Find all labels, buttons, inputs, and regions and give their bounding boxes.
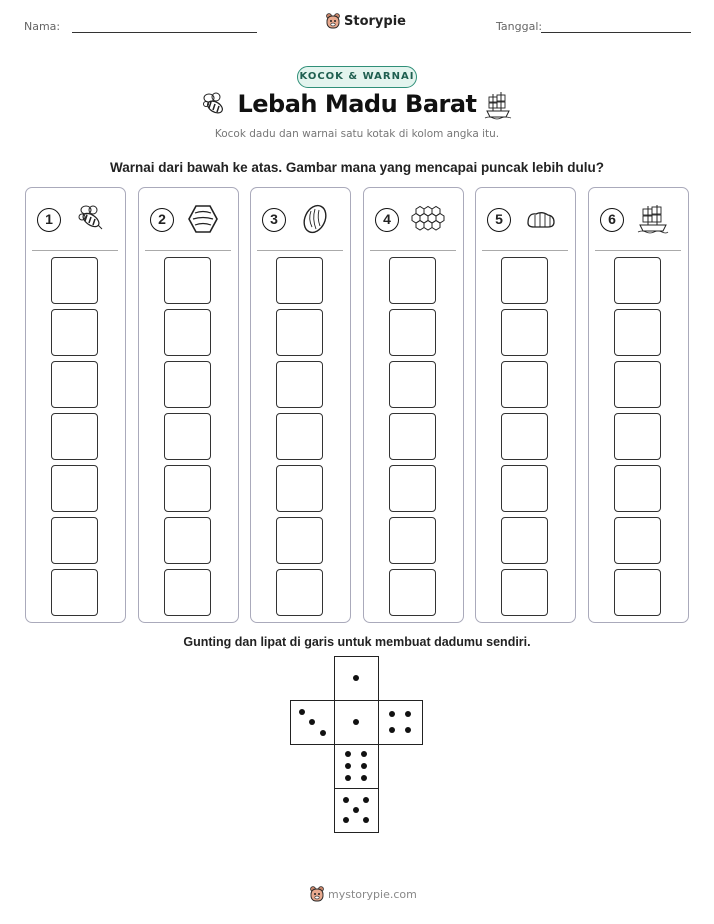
coloring-box[interactable] <box>389 517 436 564</box>
coloring-box[interactable] <box>51 413 98 460</box>
die-pip <box>389 727 395 733</box>
column-divider <box>145 250 231 251</box>
column-number-badge: 6 <box>600 208 624 232</box>
coloring-box[interactable] <box>164 413 211 460</box>
coloring-box[interactable] <box>614 257 661 304</box>
die-pip <box>361 775 367 781</box>
die-face-4 <box>378 700 423 745</box>
pollen-grain-icon <box>298 203 332 235</box>
column-number-badge: 4 <box>375 208 399 232</box>
coloring-box[interactable] <box>51 309 98 356</box>
coloring-box[interactable] <box>164 309 211 356</box>
column-number-badge: 3 <box>262 208 286 232</box>
coloring-box[interactable] <box>501 309 548 356</box>
column-2 <box>138 187 239 623</box>
brand-name: Storypie <box>344 13 406 29</box>
column-divider <box>257 250 343 251</box>
storypie-mascot-icon <box>326 13 340 29</box>
coloring-box[interactable] <box>501 517 548 564</box>
coloring-box[interactable] <box>276 309 323 356</box>
coloring-box[interactable] <box>51 465 98 512</box>
column-6 <box>588 187 689 623</box>
column-4 <box>363 187 464 623</box>
coloring-box[interactable] <box>501 569 548 616</box>
die-pip <box>320 730 326 736</box>
coloring-box[interactable] <box>389 413 436 460</box>
column-number-badge: 2 <box>150 208 174 232</box>
coloring-box[interactable] <box>276 517 323 564</box>
storypie-mascot-icon <box>310 886 324 902</box>
coloring-instruction: Warnai dari bawah ke atas. Gambar mana yang mencapai puncak lebih dulu? <box>110 160 604 175</box>
die-pip <box>389 711 395 717</box>
die-pip <box>405 711 411 717</box>
coloring-box[interactable] <box>276 569 323 616</box>
column-number-badge: 1 <box>37 208 61 232</box>
coloring-box[interactable] <box>51 569 98 616</box>
die-pip <box>363 817 369 823</box>
footer-url: mystorypie.com <box>328 887 417 901</box>
footer <box>310 886 417 902</box>
larva-icon <box>523 203 557 235</box>
coloring-box[interactable] <box>501 465 548 512</box>
coloring-box[interactable] <box>389 257 436 304</box>
die-face-1 <box>334 700 379 745</box>
die-pip <box>345 763 351 769</box>
column-divider <box>32 250 118 251</box>
page-subtitle: Kocok dadu dan warnai satu kotak di kolom angka itu. <box>214 128 500 140</box>
die-pip <box>345 751 351 757</box>
die-pip <box>353 807 359 813</box>
coloring-box[interactable] <box>164 465 211 512</box>
coloring-box[interactable] <box>614 517 661 564</box>
coloring-box[interactable] <box>164 517 211 564</box>
coloring-box[interactable] <box>51 361 98 408</box>
coloring-box[interactable] <box>164 257 211 304</box>
column-1 <box>25 187 126 623</box>
coloring-box[interactable] <box>614 361 661 408</box>
activity-tag: KOCOK & WARNAI <box>297 66 417 88</box>
coloring-box[interactable] <box>501 413 548 460</box>
die-pip <box>353 719 359 725</box>
ship-icon <box>484 90 512 120</box>
die-pip <box>361 751 367 757</box>
coloring-box[interactable] <box>51 517 98 564</box>
coloring-box[interactable] <box>276 361 323 408</box>
coloring-box[interactable] <box>614 413 661 460</box>
column-3 <box>250 187 351 623</box>
die-face-1 <box>334 656 379 701</box>
date-label: Tanggal: <box>496 20 543 33</box>
coloring-box[interactable] <box>614 309 661 356</box>
die-pip <box>343 797 349 803</box>
coloring-box[interactable] <box>389 361 436 408</box>
die-pip <box>353 675 359 681</box>
name-label: Nama: <box>24 20 61 33</box>
brand-logo <box>326 13 406 29</box>
coloring-box[interactable] <box>276 257 323 304</box>
name-line[interactable] <box>72 32 257 33</box>
coloring-box[interactable] <box>614 569 661 616</box>
coloring-box[interactable] <box>389 569 436 616</box>
column-5 <box>475 187 576 623</box>
coloring-box[interactable] <box>501 257 548 304</box>
die-pip <box>343 817 349 823</box>
page-title: Lebah Madu Barat <box>237 90 477 118</box>
die-face-3 <box>290 700 335 745</box>
die-pip <box>405 727 411 733</box>
column-number-badge: 5 <box>487 208 511 232</box>
column-divider <box>595 250 681 251</box>
coloring-box[interactable] <box>614 465 661 512</box>
die-pip <box>363 797 369 803</box>
coloring-box[interactable] <box>501 361 548 408</box>
die-pip <box>299 709 305 715</box>
cut-instruction: Gunting dan lipat di garis untuk membuat dadumu sendiri. <box>183 635 531 649</box>
coloring-box[interactable] <box>389 465 436 512</box>
ship-icon <box>636 203 670 235</box>
coloring-box[interactable] <box>164 361 211 408</box>
coloring-box[interactable] <box>276 413 323 460</box>
die-pip <box>345 775 351 781</box>
column-divider <box>370 250 456 251</box>
die-face-6 <box>334 744 379 789</box>
coloring-box[interactable] <box>164 569 211 616</box>
bee-icon <box>200 92 228 118</box>
date-line[interactable] <box>541 32 691 33</box>
die-face-5 <box>334 788 379 833</box>
die-pip <box>309 719 315 725</box>
honey-jar-icon <box>186 203 220 235</box>
coloring-box[interactable] <box>389 309 436 356</box>
coloring-box[interactable] <box>51 257 98 304</box>
honeycomb-icon <box>411 203 445 235</box>
die-pip <box>361 763 367 769</box>
column-divider <box>482 250 568 251</box>
bee-icon <box>73 203 107 235</box>
coloring-box[interactable] <box>276 465 323 512</box>
